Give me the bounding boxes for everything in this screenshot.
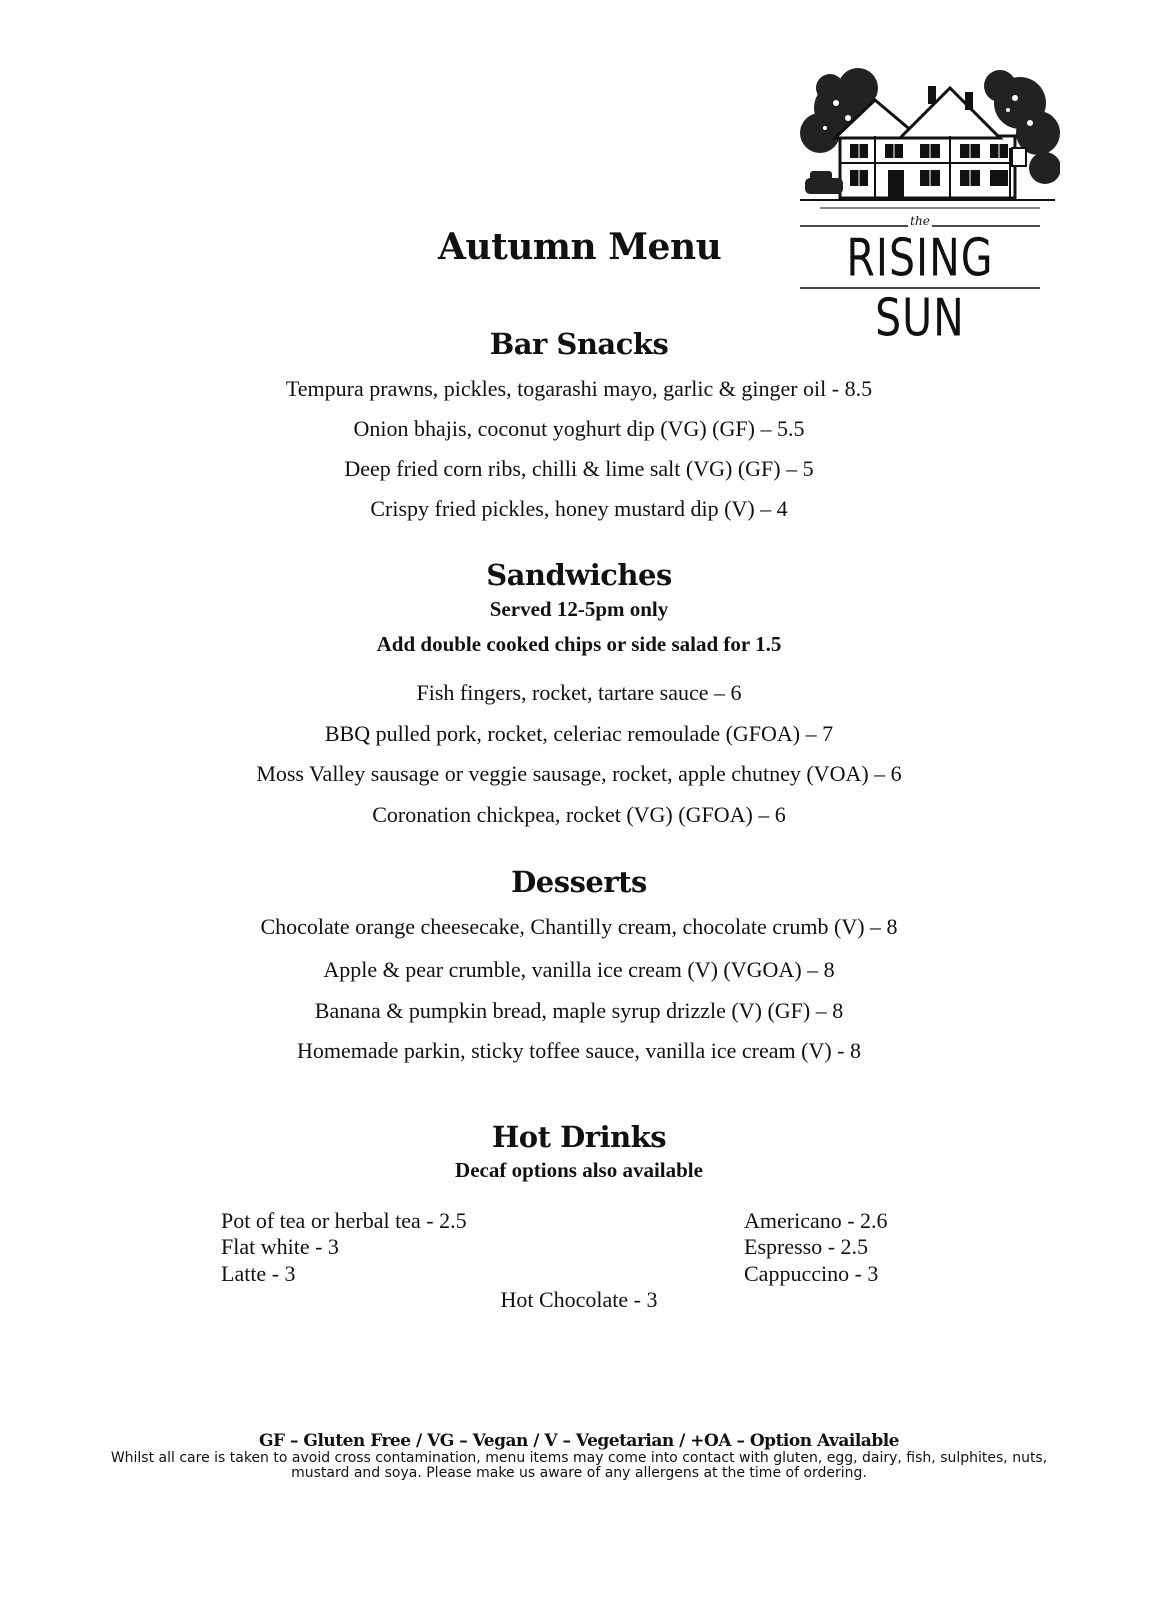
disclaimer-line: Whilst all care is taken to avoid cross contamination, menu items may come into contact with gluten, egg, dairy, fish, sulphites, nuts, bbox=[110, 1450, 1048, 1466]
section-note: Decaf options also available bbox=[455, 1158, 703, 1182]
section-heading-desserts: Desserts bbox=[511, 865, 647, 899]
section-note: Add double cooked chips or side salad for 1.5 bbox=[376, 632, 782, 656]
drink-item: Hot Chocolate - 3 bbox=[500, 1287, 658, 1312]
menu-item: Tempura prawns, pickles, togarashi mayo, garlic & ginger oil - 8.5 bbox=[285, 376, 873, 401]
dietary-legend: GF – Gluten Free / VG – Vegan / V – Vegetarian / +OA – Option Available bbox=[259, 1431, 899, 1451]
menu-item: Deep fried corn ribs, chilli & lime salt (VG) (GF) – 5 bbox=[344, 456, 814, 481]
menu-item: Homemade parkin, sticky toffee sauce, vanilla ice cream (V) - 8 bbox=[296, 1038, 862, 1063]
section-heading-hot-drinks: Hot Drinks bbox=[491, 1120, 667, 1154]
drink-item: Flat white - 3 bbox=[221, 1234, 339, 1259]
menu-item: Fish fingers, rocket, tartare sauce – 6 bbox=[416, 680, 742, 705]
drink-item: Americano - 2.6 bbox=[744, 1208, 888, 1233]
page-title: Autumn Menu bbox=[438, 226, 722, 268]
menu-item: Apple & pear crumble, vanilla ice cream (V) (VGOA) – 8 bbox=[323, 957, 835, 982]
menu-item: Moss Valley sausage or veggie sausage, rocket, apple chutney (VOA) – 6 bbox=[256, 761, 902, 786]
section-note: Served 12-5pm only bbox=[489, 597, 669, 621]
section-heading-sandwiches: Sandwiches bbox=[486, 558, 672, 592]
drink-item: Cappuccino - 3 bbox=[744, 1261, 879, 1286]
section-heading-bar-snacks: Bar Snacks bbox=[489, 327, 669, 361]
logo-name: RISING SUN bbox=[846, 228, 994, 348]
menu-item: Coronation chickpea, rocket (VG) (GFOA) – 6 bbox=[372, 802, 786, 827]
menu-item: Crispy fried pickles, honey mustard dip (V) – 4 bbox=[370, 496, 788, 521]
allergen-disclaimer bbox=[0, 1451, 1158, 1481]
menu-item: BBQ pulled pork, rocket, celeriac remoulade (GFOA) – 7 bbox=[324, 721, 834, 746]
logo-small-text: the bbox=[910, 214, 930, 228]
menu-item: Chocolate orange cheesecake, Chantilly cream, chocolate crumb (V) – 8 bbox=[260, 914, 898, 939]
disclaimer-line: mustard and soya. Please make us aware of any allergens at the time of ordering. bbox=[291, 1465, 867, 1481]
drink-item: Pot of tea or herbal tea - 2.5 bbox=[221, 1208, 467, 1233]
menu-item: Onion bhajis, coconut yoghurt dip (VG) (GF) – 5.5 bbox=[353, 416, 805, 441]
drink-item: Espresso - 2.5 bbox=[744, 1234, 869, 1259]
menu-item: Banana & pumpkin bread, maple syrup drizzle (V) (GF) – 8 bbox=[314, 998, 844, 1023]
drink-item: Latte - 3 bbox=[221, 1261, 296, 1286]
